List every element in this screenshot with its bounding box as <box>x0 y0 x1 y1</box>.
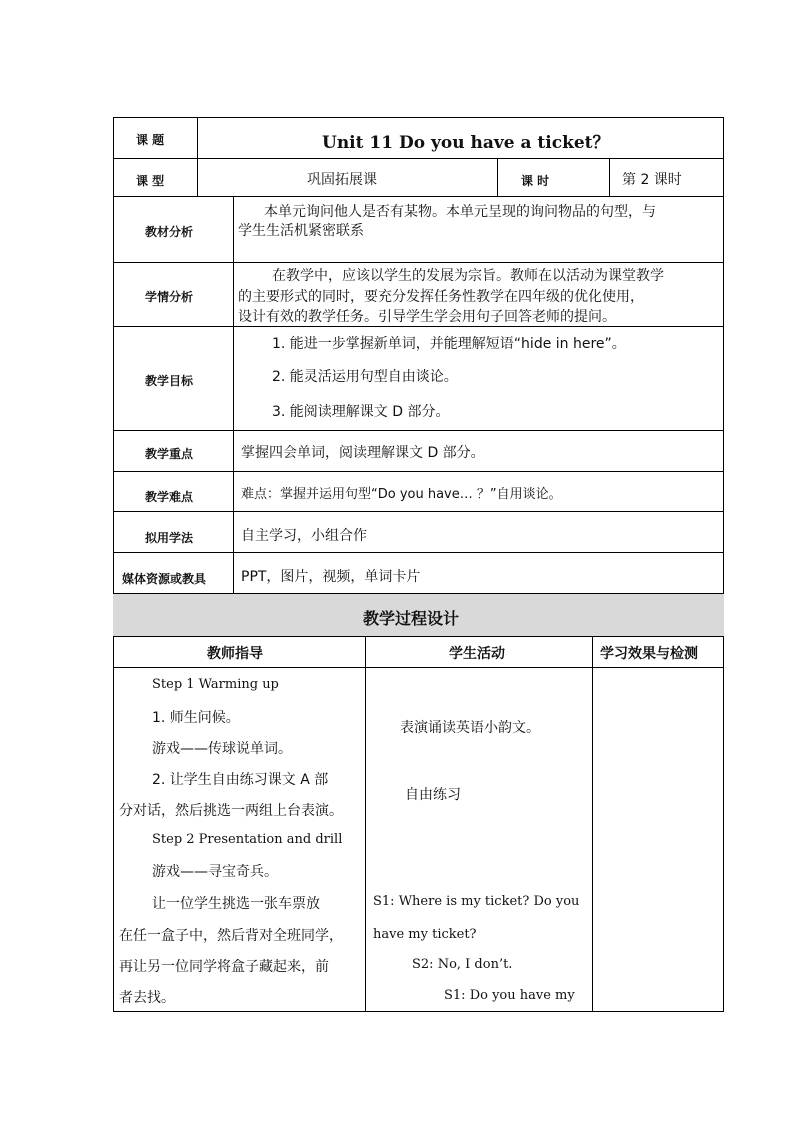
teacher-line: Step 1 Warming up <box>152 677 279 692</box>
key-text: 掌握四会单词，阅读理解课文 D 部分。 <box>241 445 485 461</box>
period-value: 第 2 课时 <box>622 172 682 188</box>
col-effect-header: 学习效果与检测 <box>600 646 698 662</box>
student-line: 自由练习 <box>405 787 461 803</box>
process-title: 教学过程设计 <box>363 609 460 628</box>
teacher-line: 者去找。 <box>119 990 175 1006</box>
teacher-line: 再让另一位同学将盒子藏起来，前 <box>119 959 329 975</box>
material-line-1: 本单元询问他人是否有某物。本单元呈现的询问物品的句型，与 <box>264 204 656 220</box>
media-label: 媒体资源或教具 <box>122 572 207 586</box>
student-line: have my ticket? <box>373 927 477 942</box>
type-label: 课 型 <box>136 174 165 188</box>
goal-1: 1. 能进一步掌握新单词，并能理解短语“hide in here”。 <box>272 336 626 352</box>
student-line: 表演诵读英语小韵文。 <box>400 720 540 736</box>
col-student-header: 学生活动 <box>449 646 505 662</box>
goals-label: 教学目标 <box>145 374 194 388</box>
students-line-1: 在教学中，应该以学生的发展为宗旨。教师在以活动为课堂教学 <box>272 268 664 284</box>
students-line-3: 设计有效的教学任务。引导学生学会用句子回答老师的提问。 <box>238 309 616 325</box>
teacher-line: 让一位学生挑选一张车票放 <box>152 896 320 912</box>
student-line: S2: No, I don’t. <box>412 957 513 972</box>
students-label: 学情分析 <box>145 290 194 304</box>
teacher-line: 在任一盒子中，然后背对全班同学， <box>119 928 343 944</box>
methods-label: 拟用学法 <box>145 531 194 545</box>
teacher-line: 游戏——传球说单词。 <box>152 741 292 757</box>
student-line: S1: Do you have my <box>444 988 575 1003</box>
teacher-line: 2. 让学生自由练习课文 A 部 <box>152 772 329 788</box>
students-line-2: 的主要形式的同时，要充分发挥任务性教学在四年级的优化使用， <box>238 289 644 305</box>
goal-2: 2. 能灵活运用句型自由谈论。 <box>272 369 458 385</box>
methods-text: 自主学习，小组合作 <box>241 528 367 544</box>
difficulty-text: 难点：掌握并运用句型“Do you have… ？”自用谈论。 <box>241 487 562 502</box>
student-line: S1: Where is my ticket? Do you <box>373 894 580 909</box>
period-label: 课 时 <box>521 174 550 188</box>
goal-3: 3. 能阅读理解课文 D 部分。 <box>272 404 450 420</box>
material-line-2: 学生生活机紧密联系 <box>238 223 364 239</box>
col-teacher-header: 教师指导 <box>207 646 263 662</box>
media-text: PPT，图片，视频，单词卡片 <box>241 569 421 585</box>
difficulty-label: 教学难点 <box>145 490 194 504</box>
teacher-line: 1. 师生问候。 <box>152 710 240 726</box>
lesson-title: Unit 11 Do you have a ticket？ <box>322 133 610 153</box>
teacher-line: Step 2 Presentation and drill <box>152 832 343 847</box>
key-label: 教学重点 <box>145 447 194 461</box>
type-value: 巩固拓展课 <box>307 172 377 188</box>
teacher-line: 游戏——寻宝奇兵。 <box>152 864 278 880</box>
teacher-line: 分对话，然后挑选一两组上台表演。 <box>119 803 343 819</box>
material-label: 教材分析 <box>145 225 194 239</box>
topic-label: 课 题 <box>136 133 165 147</box>
